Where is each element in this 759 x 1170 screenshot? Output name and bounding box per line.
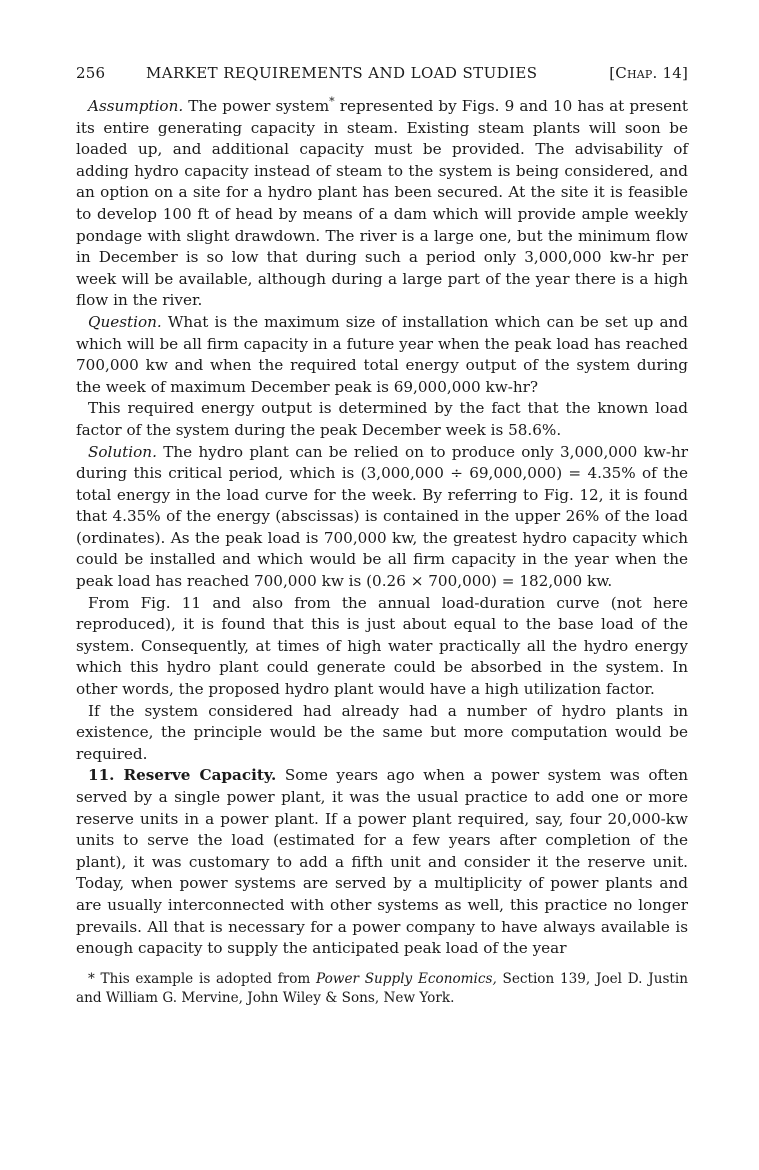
paragraph-text: This required energy output is determined by the fact that the known load factor of the system during the peak December week is 58.6%. bbox=[76, 399, 688, 439]
paragraph-text: Some years ago when a power system was often served by a single power plant, it was the usual practice to add one or more reserve units in a power plant. If a power plant required, say, four 20,000-kw units to serve the load (estimated for a few years after completion of the plant), it was customary to add a fifth unit and consider it the reserve unit. Today, when power systems are served by a multiplicity of power plants and are usually interconnected with other systems as well, this practice no longer prevails. All that is necessary for a power company to have always available is enough capacity to supply the anticipated peak load of the year bbox=[76, 766, 688, 958]
chapter-label: [Chap. 14] bbox=[609, 64, 688, 82]
running-title: MARKET REQUIREMENTS AND LOAD STUDIES bbox=[146, 64, 538, 82]
section-heading: 11. Reserve Capacity. bbox=[88, 766, 277, 785]
paragraph-text: The hydro plant can be relied on to produce only 3,000,000 kw-hr during this critical period, which is (3,000,000 ÷ 69,000,000) = 4.35% of the total energy in the load curve for the week. By referring to Fig. 12, it is found that 4.35% of the energy (abscissas) is contained in the upper 26% of the load (ordinates). As the peak load is 700,000 kw, the greatest hydro capacity which could be installed and which would be all firm capacity in the year when the peak load has reached 700,000 kw is (0.26 × 700,000) = 182,000 kw. bbox=[76, 442, 688, 591]
running-head bbox=[76, 64, 688, 82]
paragraph-assumption bbox=[76, 96, 688, 312]
assumption-lead: Assumption. bbox=[88, 97, 184, 115]
footnote-reference: * bbox=[329, 94, 335, 108]
book-page bbox=[76, 64, 688, 1008]
solution-lead: Solution. bbox=[88, 442, 157, 461]
paragraph-multiple-hydro bbox=[76, 701, 688, 766]
paragraph-load-duration bbox=[76, 593, 688, 701]
paragraph-reserve-capacity bbox=[76, 765, 688, 959]
footnote-mark: * bbox=[88, 970, 95, 987]
paragraph-text: represented by Figs. 9 and 10 has at present its entire generating capacity in steam. Existing steam plants will soon be loaded up, and additional capacity must be provided. The advisability of adding hydro capacity instead of steam to the system is being considered, and an option on a site for a hydro plant has been secured. At the site it is feasible to develop 100 ft of head by means of a dam which will provide ample weekly pondage with slight drawdown. The river is a large one, but the minimum flow in December is so low that during such a period only 3,000,000 kw-hr per week will be available, although during a large part of the year there is a high flow in the river. bbox=[76, 97, 688, 310]
paragraph-energy-output bbox=[76, 398, 688, 441]
paragraph-solution bbox=[76, 442, 688, 593]
paragraph-text: If the system considered had already had a number of hydro plants in existence, the principle would be the same but more computation would be required. bbox=[76, 701, 688, 763]
body-text bbox=[76, 96, 688, 960]
paragraph-text: From Fig. 11 and also from the annual load-duration curve (not here reproduced), it is found that this is just about equal to the base load of the system. Consequently, at times of high water practically all the hydro energy which this hydro plant could generate could be absorbed in the system. In other words, the proposed hydro plant would have a high utilization factor. bbox=[76, 593, 688, 699]
book-title: Power Supply Economics, bbox=[316, 970, 497, 987]
paragraph-text: What is the maximum size of installation which can be set up and which will be all firm capacity in a future year when the peak load has reached 700,000 kw and when the required total energy output of the system during the week of maximum December peak is 69,000,000 kw-hr? bbox=[76, 312, 688, 396]
footnote-text: Section 139, Joel D. Justin and William G. Mervine, John Wiley & Sons, New York. bbox=[76, 970, 688, 1006]
question-lead: Question. bbox=[88, 312, 162, 331]
footnote-text: This example is adopted from bbox=[94, 970, 317, 987]
paragraph-text: The power system bbox=[183, 97, 330, 115]
footnote bbox=[76, 970, 688, 1008]
paragraph-question bbox=[76, 312, 688, 398]
page-number: 256 bbox=[76, 64, 106, 82]
